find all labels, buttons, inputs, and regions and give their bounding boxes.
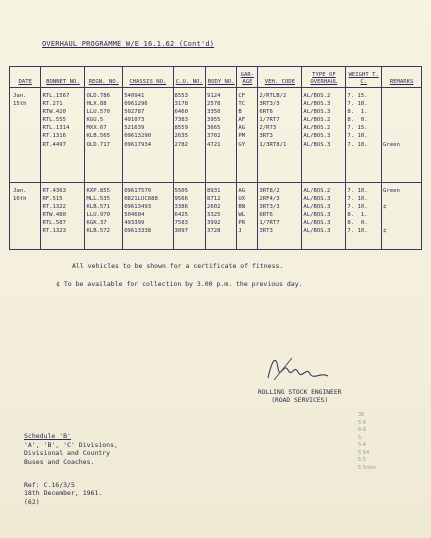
header-cu: C.U. NO. xyxy=(173,67,205,88)
header-overhaul: TYPE OF OVERHAUL xyxy=(302,67,346,88)
overhaul-table xyxy=(9,66,422,250)
bonnet-cell: RT.4363 RF.515 RT.1322 RTW.480 RTL.587 RT.1323 xyxy=(41,183,85,250)
cu-cell: 8553 3178 6460 7383 8559 2635 2782 xyxy=(173,88,205,183)
header-regn: REGN. NO. xyxy=(85,67,123,88)
veh-code-cell: 3RT8/2 2RF4/3 3RT3/3 6RT6 1/7RT7 3RT3 xyxy=(258,183,302,250)
overhaul-cell: AL/BOS.2 AL/BOS.3 AL/BOS.3 AL/BOS.3 AL/BOS.3 AL/BOS.3 xyxy=(302,183,346,250)
note-certificate: All vehicles to be shown for a certificate of fitness. xyxy=(72,262,284,270)
date-cell: Jan. 16th xyxy=(10,183,41,250)
remarks-cell: Green ¢ ¢ xyxy=(382,183,422,250)
header-remarks: REMARKS xyxy=(382,67,422,88)
body-cell: 9124 2578 3350 3955 3665 3702 4721 xyxy=(205,88,236,183)
header-veh-code: VEH. CODE xyxy=(258,67,302,88)
regn-cell: OLD.786 HLX.88 LLU.570 KGU.5 MXX.67 KLB.565 OLD.717 xyxy=(85,88,123,183)
regn-cell: KXP.855 MLL.535 KLB.571 LLU.970 KGK.37 KLB.572 xyxy=(85,183,123,250)
remarks-cell: Green xyxy=(382,88,422,183)
cu-cell: 5505 9566 3386 6425 7583 3097 xyxy=(173,183,205,250)
table-row-jan15 xyxy=(10,88,422,183)
header-bonnet: BONNET NO. xyxy=(41,67,85,88)
table-row-jan16 xyxy=(10,183,422,250)
signature-title xyxy=(258,389,341,405)
weight-cell: 7. 10. 7. 10. 7. 10. 8. 1. 8. 0. 7. 10. xyxy=(346,183,382,250)
garage-cell: CF TC B AF AG PM GY xyxy=(237,88,258,183)
date-cell: Jan. 15th xyxy=(10,88,41,183)
chassis-cell: 540941 0961296 502787 491073 521639 09613290 09617934 xyxy=(123,88,173,183)
note-collection: ¢ To be available for collection by 3.00 p.m. the previous day. xyxy=(56,280,303,288)
schedule-label: Schedule 'B' xyxy=(24,432,71,440)
signature-line1: ROLLING STOCK ENGINEER xyxy=(258,389,342,396)
garage-cell: AG UX BN WL PR J xyxy=(237,183,258,250)
reference-block: Ref: C.16/3/5 18th December, 1961. (62) xyxy=(24,481,103,506)
weight-cell: 7. 15. 7. 10. 8. 1. 8. 0. 7. 15. 7. 10. 7. 10. xyxy=(346,88,382,183)
header-body: BODY NO. xyxy=(205,67,236,88)
signature-line2: (ROAD SERVICES) xyxy=(271,397,329,404)
schedule-text: 'A', 'B', 'C' Divisions, Divisional and Country Buses and Coaches. xyxy=(24,441,118,466)
veh-code-cell: 2/RTLB/2 3RT3/3 6RT6 1/7RT7 2/RT3 3RT3 1/3RT8/1 xyxy=(258,88,302,183)
pencil-notes: 3E 5-6 6-6 5. 5.4 5 54 5.5 5.5mm xyxy=(358,412,376,471)
chassis-cell: 09617570 0821LUC888 09613493 504604 493399 09613338 xyxy=(123,183,173,250)
body-cell: 8931 8712 2602 3325 3992 3728 xyxy=(205,183,236,250)
signature-scrawl xyxy=(262,350,334,386)
table-header-row xyxy=(10,67,422,88)
header-date: DATE xyxy=(10,67,41,88)
header-weight: WEIGHT T. C. xyxy=(346,67,382,88)
overhaul-cell: AL/BOS.2 AL/BOS.3 AL/BOS.3 AL/BOS.2 AL/BOS.2 AL/BOS.3 AL/BOS.3 xyxy=(302,88,346,183)
header-chassis: CHASSIS NO. xyxy=(123,67,173,88)
header-garage: GAR-AGE xyxy=(237,67,258,88)
document-title: OVERHAUL PROGRAMME W/E 16.1.62 (Cont'd) xyxy=(42,40,215,48)
bonnet-cell: RTL.1567 RT.271 RTW.420 RTL.555 RTL.1314 RT.1316 RT.4497 xyxy=(41,88,85,183)
